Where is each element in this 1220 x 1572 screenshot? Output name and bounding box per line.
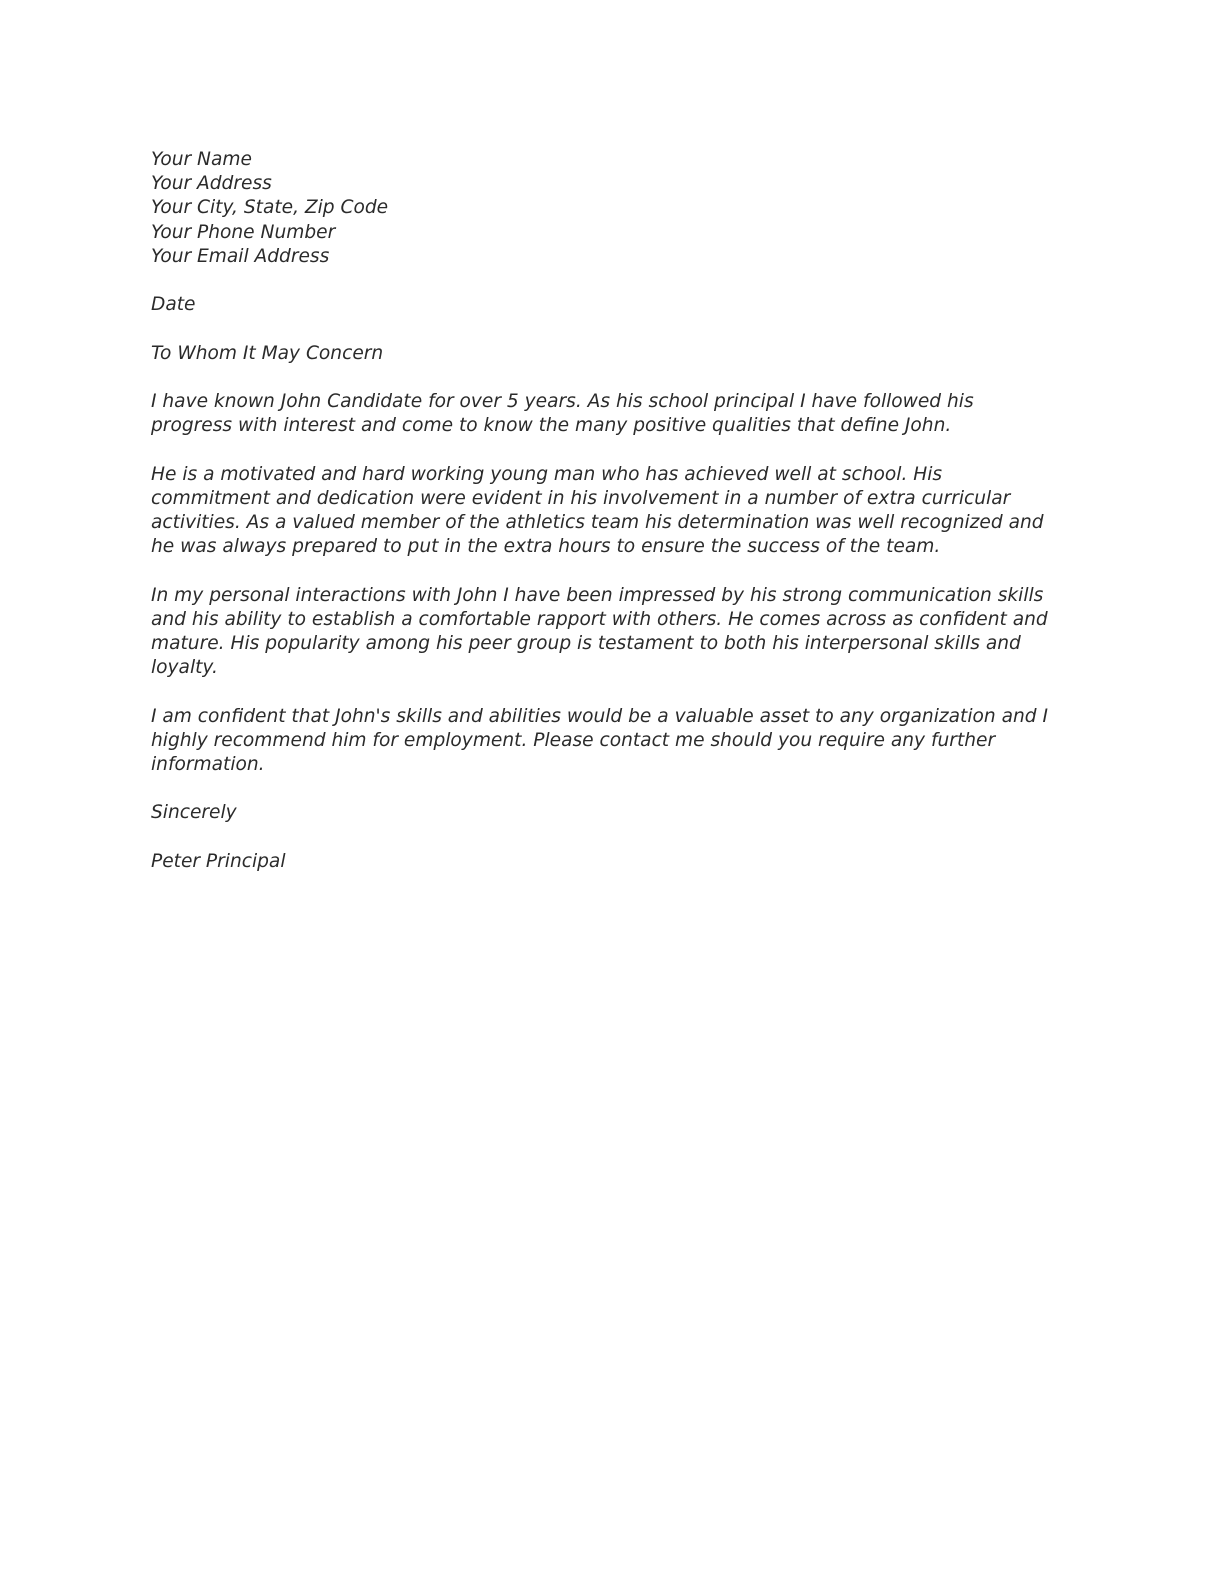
sender-line-address: Your Address [151, 173, 272, 195]
spacer-after-paragraph-2 [151, 559, 1059, 583]
closing-salutation: Sincerely [151, 802, 237, 824]
sender-line-phone: Your Phone Number [151, 221, 336, 243]
letter-body [151, 148, 1059, 874]
spacer-after-paragraph-3 [151, 680, 1059, 704]
date-line: Date [151, 294, 196, 316]
body-paragraph-4: I am confident that John's skills and abilities would be a valuable asset to any organization and I highly recommend him for employment. Please contact me should you require any further information. [151, 705, 1048, 775]
spacer-after-closing [151, 826, 1059, 850]
sender-line-city-state-zip: Your City, State, Zip Code [151, 197, 389, 219]
sender-line-name: Your Name [151, 149, 252, 170]
spacer-after-salutation [151, 366, 1059, 390]
spacer-after-paragraph-1 [151, 438, 1059, 462]
signer-name: Peter Principal [151, 850, 286, 872]
body-paragraph-2: He is a motivated and hard working young man who has achieved well at school. His commitment and dedication were evident in his involvement in a number of extra curricular activities. As a valued member of the athletics team his determination was well recognized and he was always prepared to put in the extra hours to ensure the success of the team. [151, 463, 1044, 558]
body-paragraph-3: In my personal interactions with John I have been impressed by his strong communication skills and his ability to establish a comfortable rapport with others. He comes across as confident and mature. His popularity among his peer group is testament to both his interpersonal skills and loyalty. [151, 584, 1048, 679]
sender-line-email: Your Email Address [151, 245, 330, 267]
spacer-after-paragraph-4 [151, 777, 1059, 801]
spacer-after-date [151, 317, 1059, 341]
salutation-line: To Whom It May Concern [151, 342, 384, 364]
body-paragraph-1: I have known John Candidate for over 5 years. As his school principal I have followed his progress with interest and come to know the many positive qualities that define John. [151, 390, 974, 437]
sender-address-block [151, 148, 1059, 269]
spacer-after-sender [151, 269, 1059, 293]
